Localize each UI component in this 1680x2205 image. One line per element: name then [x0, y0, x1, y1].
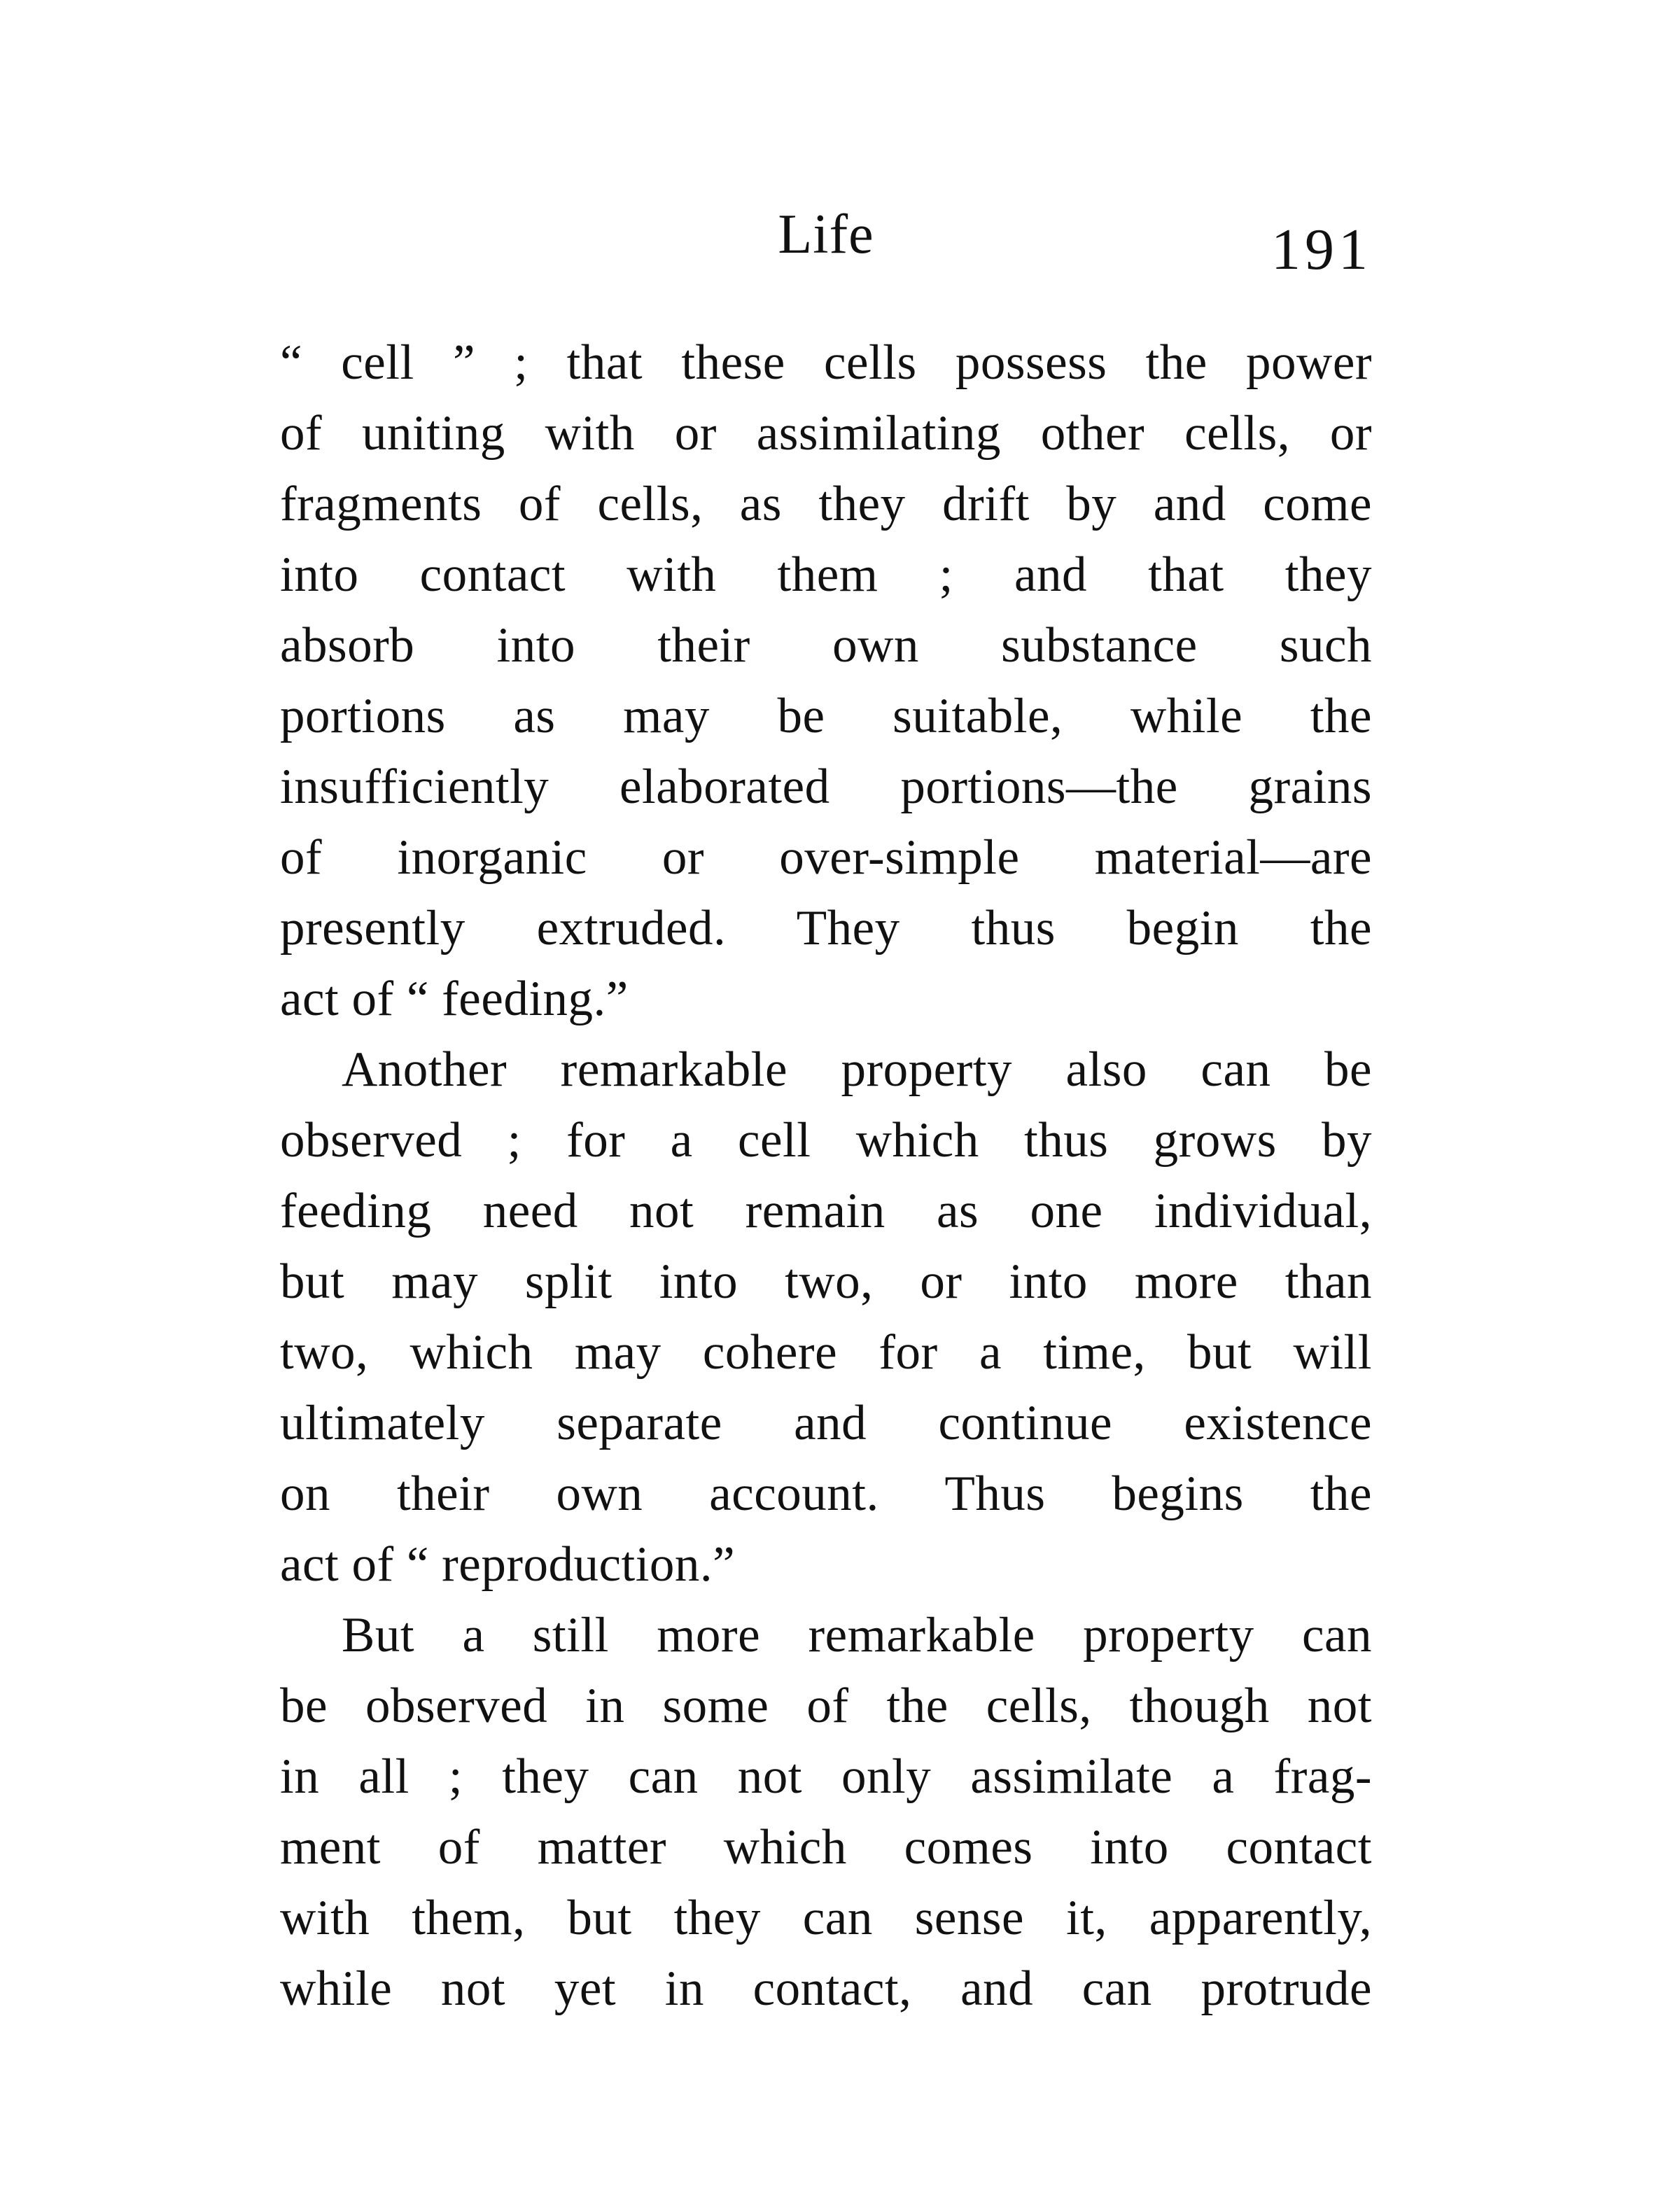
text-line: ment of matter which comes into contact — [280, 1820, 1372, 1875]
text-line: with them, but they can sense it, apparently, — [280, 1891, 1372, 1945]
text-line: act of “ reproduction.” — [280, 1537, 736, 1592]
text-line: presently extruded. They thus begin the — [280, 901, 1372, 955]
paragraph-1 — [280, 328, 1372, 1035]
body-text — [280, 328, 1372, 2024]
running-head — [280, 200, 1372, 282]
text-line: observed ; for a cell which thus grows by — [280, 1113, 1372, 1168]
paragraph-3 — [280, 1600, 1372, 2024]
text-line: act of “ feeding.” — [280, 972, 629, 1026]
text-line: of uniting with or assimilating other cells, or — [280, 406, 1372, 461]
text-line: while not yet in contact, and can protrude — [280, 1961, 1372, 2016]
text-line: into contact with them ; and that they — [280, 547, 1372, 602]
text-line: “ cell ” ; that these cells possess the power — [280, 335, 1372, 390]
text-line: but may split into two, or into more than — [280, 1254, 1372, 1309]
text-line: of inorganic or over-simple material—are — [280, 830, 1372, 885]
text-line: Another remarkable property also can be — [342, 1042, 1372, 1097]
text-line: be observed in some of the cells, though not — [280, 1679, 1372, 1733]
page-number: 191 — [1271, 217, 1372, 282]
text-line: in all ; they can not only assimilate a frag- — [280, 1749, 1372, 1804]
text-line: insufficiently elaborated portions—the grains — [280, 760, 1372, 814]
paragraph-2 — [280, 1035, 1372, 1600]
text-line: portions as may be suitable, while the — [280, 689, 1372, 743]
text-line: on their own account. Thus begins the — [280, 1466, 1372, 1521]
text-line: two, which may cohere for a time, but will — [280, 1325, 1372, 1380]
text-line: But a still more remarkable property can — [342, 1608, 1372, 1662]
text-line: absorb into their own substance such — [280, 618, 1372, 673]
text-line: ultimately separate and continue existence — [280, 1396, 1372, 1450]
text-line: fragments of cells, as they drift by and come — [280, 477, 1372, 531]
text-line: feeding need not remain as one individual, — [280, 1184, 1372, 1238]
running-title: Life — [778, 204, 874, 265]
